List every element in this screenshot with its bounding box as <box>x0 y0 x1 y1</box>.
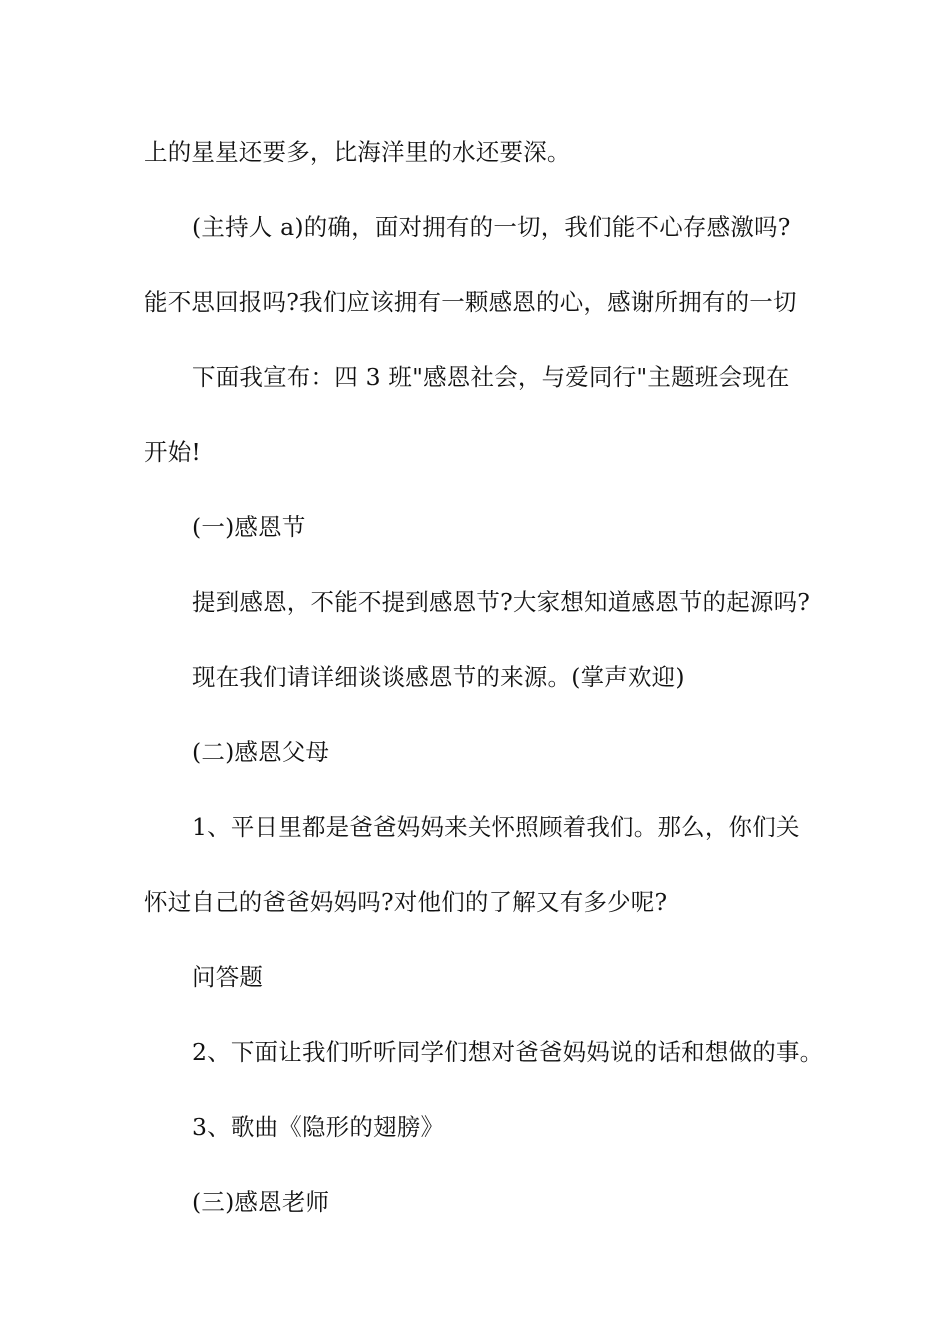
paragraph-line-3: 能不思回报吗?我们应该拥有一颗感恩的心，感谢所拥有的一切 <box>144 288 797 316</box>
paragraph-line-14: 3、歌曲《隐形的翅膀》 <box>192 1113 445 1141</box>
section-heading-parents: (二)感恩父母 <box>192 738 330 766</box>
paragraph-line-5: 开始! <box>144 438 202 466</box>
section-heading-teachers: (三)感恩老师 <box>192 1188 330 1216</box>
paragraph-line-1: 上的星星还要多，比海洋里的水还要深。 <box>144 138 571 166</box>
paragraph-line-8: 现在我们请详细谈谈感恩节的来源。(掌声欢迎) <box>192 663 685 691</box>
paragraph-line-2: (主持人 a)的确，面对拥有的一切，我们能不心存感激吗? <box>192 213 791 241</box>
paragraph-line-12: 问答题 <box>192 963 264 991</box>
paragraph-line-13: 2、下面让我们听听同学们想对爸爸妈妈说的话和想做的事。 <box>192 1038 824 1066</box>
paragraph-line-11: 怀过自己的爸爸妈妈吗?对他们的了解又有多少呢? <box>144 888 668 916</box>
paragraph-line-7: 提到感恩，不能不提到感恩节?大家想知道感恩节的起源吗? <box>192 588 811 616</box>
section-heading-thanksgiving: (一)感恩节 <box>192 513 306 541</box>
paragraph-line-10: 1、平日里都是爸爸妈妈来关怀照顾着我们。那么，你们关 <box>192 813 800 841</box>
paragraph-line-4: 下面我宣布：四 3 班"感恩社会，与爱同行"主题班会现在 <box>192 363 790 391</box>
